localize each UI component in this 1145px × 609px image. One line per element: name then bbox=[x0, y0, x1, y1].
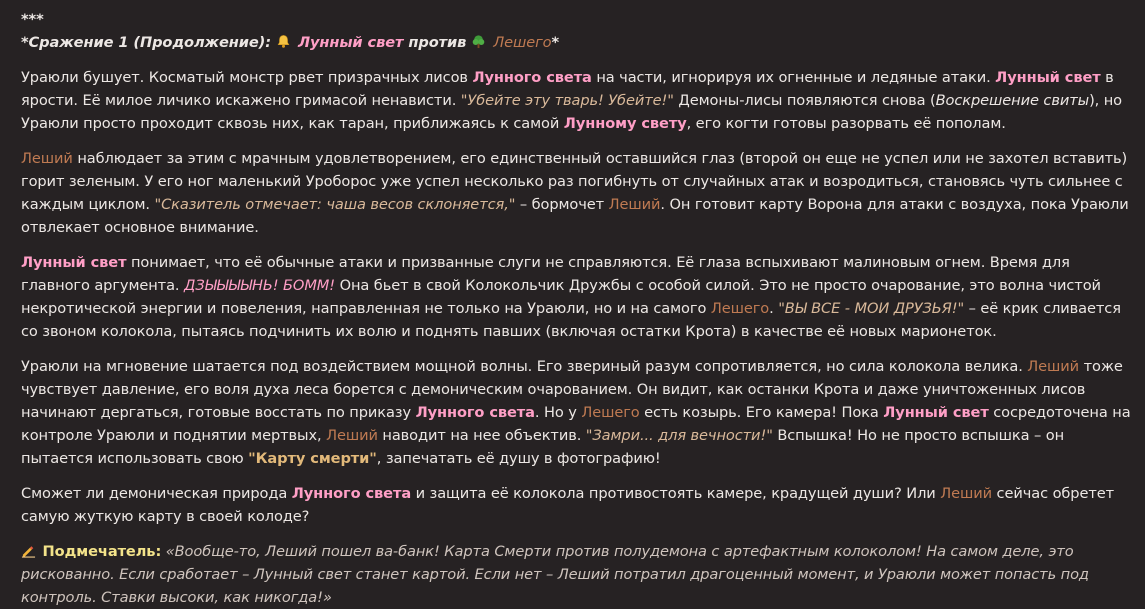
text: и защита её колокола противостоять камере, крадущей души? Или bbox=[411, 485, 941, 502]
battle-prefix: *Сражение 1 (Продолжение): bbox=[21, 34, 276, 51]
moon-light-name: Лунный свет bbox=[21, 254, 127, 271]
text: . bbox=[769, 300, 779, 317]
quote: "Убейте эту тварь! Убейте!" bbox=[460, 92, 674, 109]
leshy-name: Лешего bbox=[710, 300, 770, 317]
battle-header bbox=[21, 31, 1131, 54]
leshy-name: Леший bbox=[608, 196, 661, 213]
ability-name: Воскрешение свиты bbox=[935, 92, 1090, 109]
text: ), но Ураюли просто проходит сквозь них, как таран, приближаясь к самой bbox=[21, 92, 1123, 132]
leshy-name: Леший bbox=[21, 150, 73, 167]
battle-vs: против bbox=[403, 34, 472, 51]
leshy-name: Лешего bbox=[493, 34, 552, 51]
paragraph-2 bbox=[21, 147, 1131, 239]
paragraph-4 bbox=[21, 355, 1131, 470]
text: , его когти готовы разорвать её пополам. bbox=[686, 115, 1006, 132]
text: . Но у bbox=[534, 404, 582, 421]
text: сейчас обретет самую жуткую карту в своей колоде? bbox=[21, 485, 1115, 525]
leshy-name: Леший bbox=[940, 485, 993, 502]
text: понимает, что её обычные атаки и призванные слуги не справляются. Её глаза вспыхивают малиновым огнем. Время для главного аргумента. bbox=[21, 254, 1070, 294]
bell-icon bbox=[276, 34, 291, 49]
text: Она бьет в свой Колокольчик Дружбы с особой силой. Это не просто очарование, это волна чистой некротической энергии и повеления, направленная не только на Ураюли, но и на самого bbox=[21, 277, 1101, 317]
text: Сможет ли демоническая природа bbox=[21, 485, 292, 502]
text: Вспышка! Но не просто вспышка – он пытается использовать свою bbox=[21, 427, 1065, 467]
observer-text: «Вообще-то, Леший пошел ва-банк! Карта Смерти против полудемона с артефактным колоколом! На самом деле, это рискованно. Если сработает – Лунный свет станет картой. Если нет – Леший потратил драгоценный момент, и Ураюли может попасть под контроль. Ставки высоки, как никогда!» bbox=[21, 543, 1089, 606]
leshy-name: Леший bbox=[1027, 358, 1080, 375]
text: наблюдает за этим с мрачным удовлетворением, его единственный оставшийся глаз (второй он еще не успел или не захотел вставить) горит зеленым. У его ног маленький Уроборос уже успел несколько раз погибнуть от случайных атак и возродиться, становясь чуть сильнее с каждым циклом. bbox=[21, 150, 1128, 213]
text: Ураюли на мгновение шатается под воздействием мощной волны. Его звериный разум сопротивляется, но сила колокола велика. bbox=[21, 358, 1028, 375]
text: наводит на нее объектив. bbox=[377, 427, 586, 444]
text: – её крик сливается со звоном колокола, пытаясь подчинить их волю и поднять павших (включая остатки Крота) в качестве её новых марионеток. bbox=[21, 300, 1121, 340]
leshy-name: Леший bbox=[326, 427, 378, 444]
moon-light-name: Лунному свету bbox=[563, 115, 687, 132]
moon-light-name: Лунного света bbox=[472, 69, 592, 86]
text: Ураюли бушует. Косматый монстр рвет призрачных лисов bbox=[21, 69, 473, 86]
writing-hand-icon bbox=[21, 543, 36, 558]
text: тоже чувствует давление, его воля духа леса борется с демоническим очарованием. Он видит, как останки Крота и даже уничтоженных лисов начинают дергаться, готовые восстать по приказу bbox=[21, 358, 1123, 421]
observer-label: Подмечатель: bbox=[42, 543, 162, 560]
moon-light-name: Лунного света bbox=[291, 485, 412, 502]
text: , запечатать её душу в фотографию! bbox=[376, 450, 661, 467]
quote: "Замри... для вечности!" bbox=[585, 427, 773, 444]
message-content bbox=[21, 8, 1131, 609]
leshy-name: Лешего bbox=[581, 404, 640, 421]
quote: "Сказитель отмечает: чаша весов склоняется," bbox=[154, 196, 516, 213]
quote: "ВЫ ВСЕ - МОИ ДРУЗЬЯ!" bbox=[778, 300, 965, 317]
paragraph-5 bbox=[21, 482, 1131, 528]
text: – бормочет bbox=[515, 196, 609, 213]
card-name: "Карту смерти" bbox=[248, 450, 377, 467]
text: на части, игнорируя их огненные и ледяные атаки. bbox=[591, 69, 996, 86]
observer-note bbox=[21, 540, 1131, 609]
sound-effect: ДЗЫЫЫЫНЬ! БОММ! bbox=[184, 277, 336, 294]
moon-light-name: Лунный свет bbox=[883, 404, 989, 421]
text: Демоны-лисы появляются снова ( bbox=[673, 92, 936, 109]
moon-light-name: Лунный свет bbox=[297, 34, 404, 51]
text: сосредоточена на контроле Ураюли и поднятии мертвых, bbox=[21, 404, 1131, 444]
section-divider: *** bbox=[21, 11, 44, 28]
paragraph-1 bbox=[21, 66, 1131, 135]
text: . Он готовит карту Ворона для атаки с воздуха, пока Ураюли отвлекает основное внимание. bbox=[21, 196, 1129, 236]
moon-light-name: Лунный свет bbox=[995, 69, 1101, 86]
tree-icon bbox=[471, 34, 486, 49]
battle-suffix: * bbox=[551, 34, 560, 51]
paragraph-3 bbox=[21, 251, 1131, 343]
text: есть козырь. Его камера! Пока bbox=[639, 404, 884, 421]
text: в ярости. Её милое личико искажено гримасой ненависти. bbox=[21, 69, 1114, 109]
moon-light-name: Лунного света bbox=[415, 404, 535, 421]
